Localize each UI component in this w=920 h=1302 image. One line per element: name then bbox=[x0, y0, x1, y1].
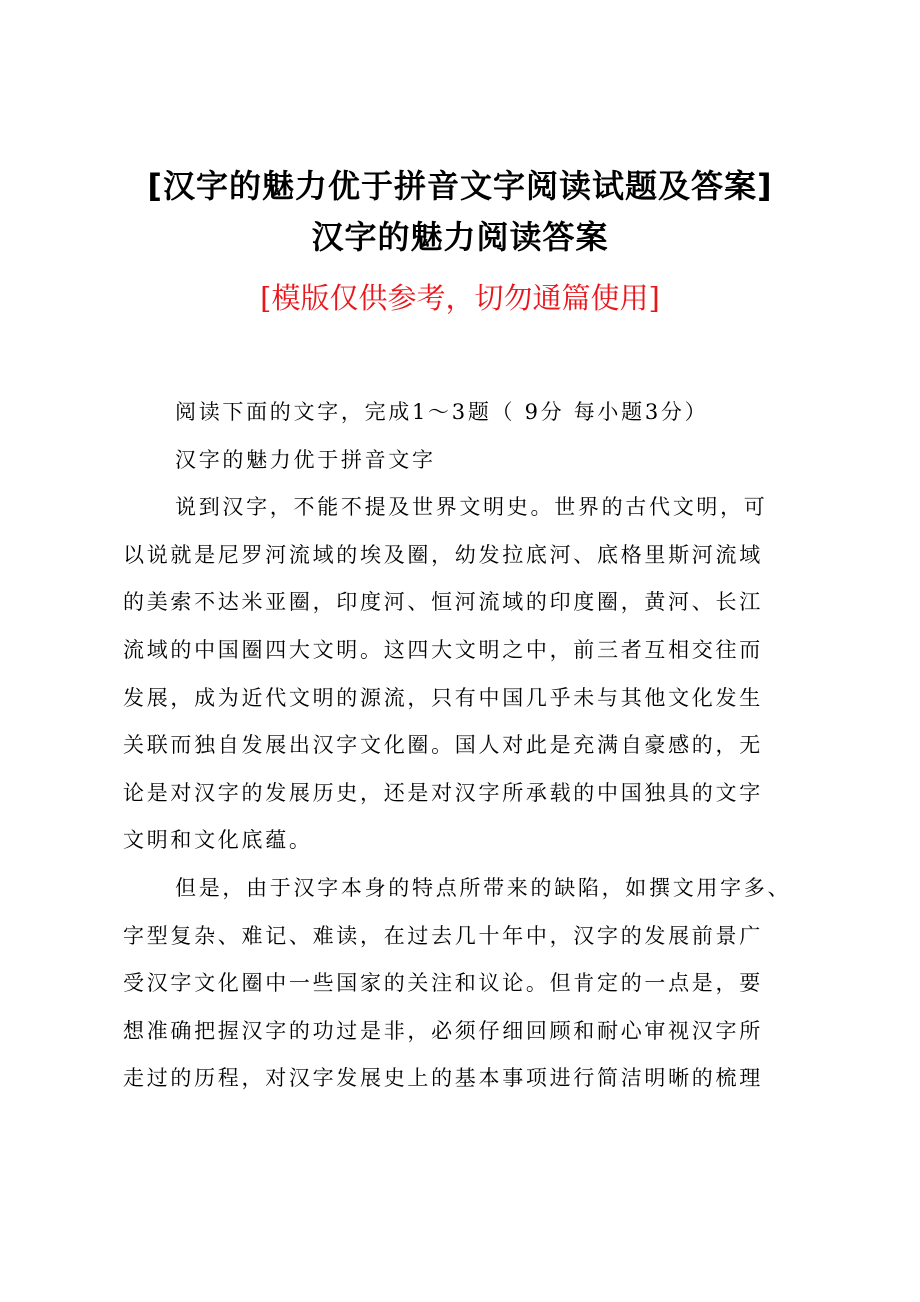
paragraph-line: 但是，由于汉字本身的特点所带来的缺陷，如撰文用字多、 bbox=[175, 875, 792, 900]
paragraph-line: 文明和文化底蕴。 bbox=[123, 828, 313, 853]
paragraph-line: 发展，成为近代文明的源流，只有中国几乎未与其他文化发生 bbox=[123, 685, 763, 710]
paragraph-line: 以说就是尼罗河流域的埃及圈，幼发拉底河、底格里斯河流域 bbox=[123, 542, 763, 567]
paragraph-line: 受汉字文化圈中一些国家的关注和议论。但肯定的一点是，要 bbox=[123, 971, 763, 996]
paragraph-line: 关联而独自发展出汉字文化圈。国人对此是充满自豪感的，无 bbox=[123, 733, 763, 758]
paragraph-line: 想准确把握汉字的功过是非，必须仔细回顾和耐心审视汉字所 bbox=[123, 1018, 763, 1043]
article-title: 汉字的魅力优于拼音文字 bbox=[175, 447, 436, 472]
paragraph-line: 走过的历程，对汉字发展史上的基本事项进行简洁明晰的梳理 bbox=[123, 1066, 763, 1091]
paragraph-line: 论是对汉字的发展历史，还是对汉字所承载的中国独具的文字 bbox=[123, 780, 763, 805]
paragraph-line: 的美索不达米亚圈，印度河、恒河流域的印度圈，黄河、长江 bbox=[123, 590, 763, 615]
paragraph-line: 字型复杂、难记、难读，在过去几十年中，汉字的发展前景广 bbox=[123, 923, 763, 948]
paragraph-line: 说到汉字，不能不提及世界文明史。世界的古代文明，可 bbox=[175, 495, 768, 520]
document-body bbox=[123, 389, 798, 1103]
document-title-line-1: [汉字的魅力优于拼音文字阅读试题及答案] bbox=[147, 167, 773, 205]
document-title-line-2: 汉字的魅力阅读答案 bbox=[311, 218, 609, 256]
reading-instruction: 阅读下面的文字，完成1～3题（ 9分 每小题3分） bbox=[175, 400, 709, 424]
template-notice: [模版仅供参考，切勿通篇使用] bbox=[260, 281, 660, 315]
paragraph-1 bbox=[123, 484, 798, 865]
paragraph-line: 流域的中国圈四大文明。这四大文明之中，前三者互相交往而 bbox=[123, 637, 763, 662]
paragraph-2 bbox=[123, 865, 798, 1103]
